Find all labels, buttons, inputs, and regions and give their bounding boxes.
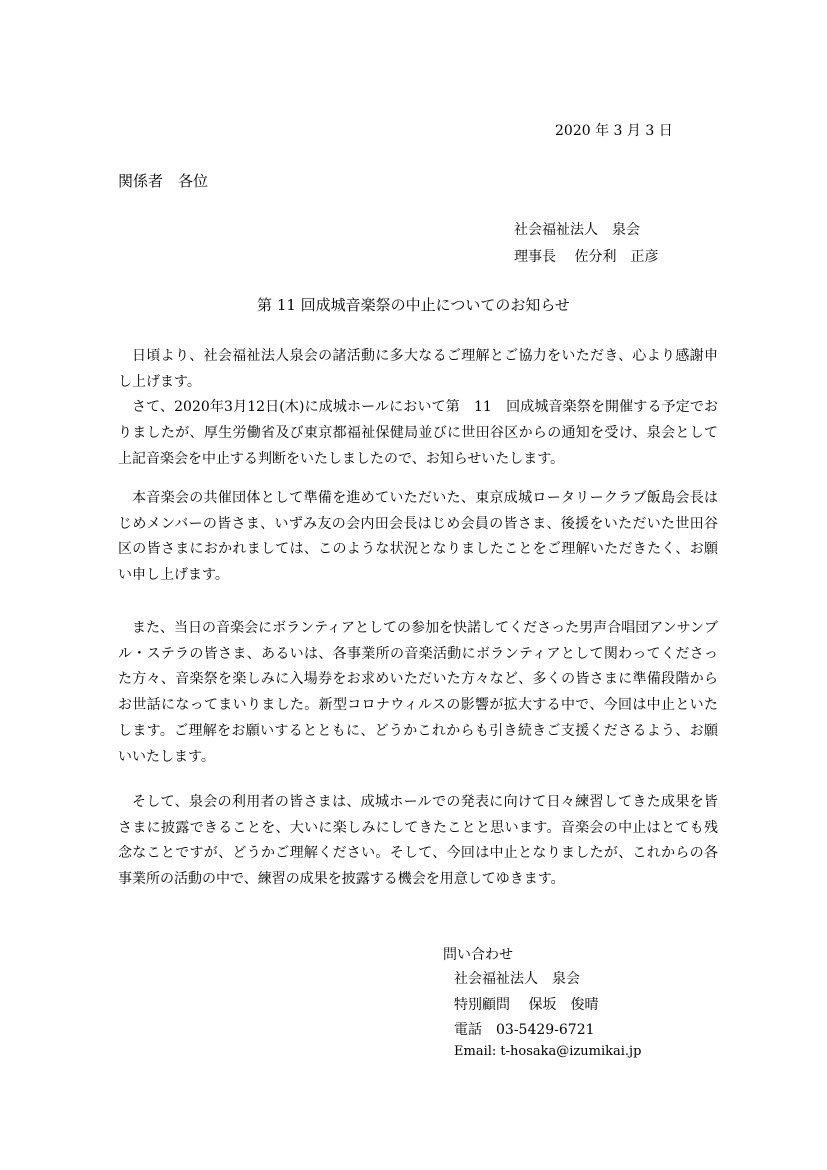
body-section-2 bbox=[118, 486, 718, 589]
contact-phone: 電話 03-5429-6721 bbox=[454, 1022, 595, 1038]
contact-email: Email: t-hosaka@izumikai.jp bbox=[454, 1044, 642, 1059]
body-section-4 bbox=[118, 790, 718, 893]
contact-organization: 社会福祉法人 泉会 bbox=[454, 971, 580, 987]
body-paragraph-cosponsors: 本音楽会の共催団体として準備を進めていただいた、東京成城ロータリークラブ飯島会長はじめメンバーの皆さま、いずみ友の会内田会長はじめ会員の皆さま、後援をいただいた世田谷区の皆さまにおかれましては、このような状況となりましたことをご理解いただきたく、お願い申し上げます。 bbox=[118, 490, 718, 584]
letter-date: 2020 年 3 月 3 日 bbox=[555, 123, 673, 139]
recipient: 関係者 各位 bbox=[118, 172, 209, 190]
body-section-1 bbox=[118, 344, 718, 473]
body-paragraph-gratitude: 日頃より、社会福祉法人泉会の諸活動に多大なるご理解とご協力をいただき、心より感謝申し上げます。 bbox=[118, 348, 718, 390]
body-section-3 bbox=[118, 616, 718, 770]
body-paragraph-cancellation: さて、2020年3月12日(木)に成城ホールにおいて第 11 回成城音楽祭を開催する予定でおりましたが、厚生労働省及び東京都福祉保健局並びに世田谷区からの通知を受け、泉会として上記音楽会を中止する判断をいたしましたので、お知らせいたします。 bbox=[118, 399, 718, 467]
sender-name: 理事長 佐分利 正彦 bbox=[514, 249, 659, 265]
sender-organization: 社会福祉法人 泉会 bbox=[514, 222, 640, 238]
contact-heading: 問い合わせ bbox=[443, 947, 513, 963]
body-paragraph-volunteers: また、当日の音楽会にボランティアとしての参加を快諾してくださった男声合唱団アンサンブル・ステラの皆さま、あるいは、各事業所の音楽活動にボランティアとして関わってくださった方々、音楽祭を楽しみに入場券をお求めいただいた方々など、多くの皆さまに準備段階からお世話になってまいりました。新型コロナウィルスの影響が拡大する中で、今回は中止といたします。ご理解をお願いするとともに、どうかこれからも引き続きご支援くださるよう、お願いいたします。 bbox=[118, 620, 718, 765]
contact-person: 特別顧問 保坂 俊晴 bbox=[454, 997, 599, 1013]
letter-title: 第 11 回成城音楽祭の中止についてのお知らせ bbox=[257, 296, 570, 314]
body-paragraph-users: そして、泉会の利用者の皆さまは、成城ホールでの発表に向けて日々練習してきた成果を皆さまに披露できることを、大いに楽しみにしてきたことと思います。音楽会の中止はとても残念なことですが、どうかご理解ください。そして、今回は中止となりましたが、これからの各事業所の活動の中で、練習の成果を披露する機会を用意してゆきます。 bbox=[118, 794, 719, 888]
